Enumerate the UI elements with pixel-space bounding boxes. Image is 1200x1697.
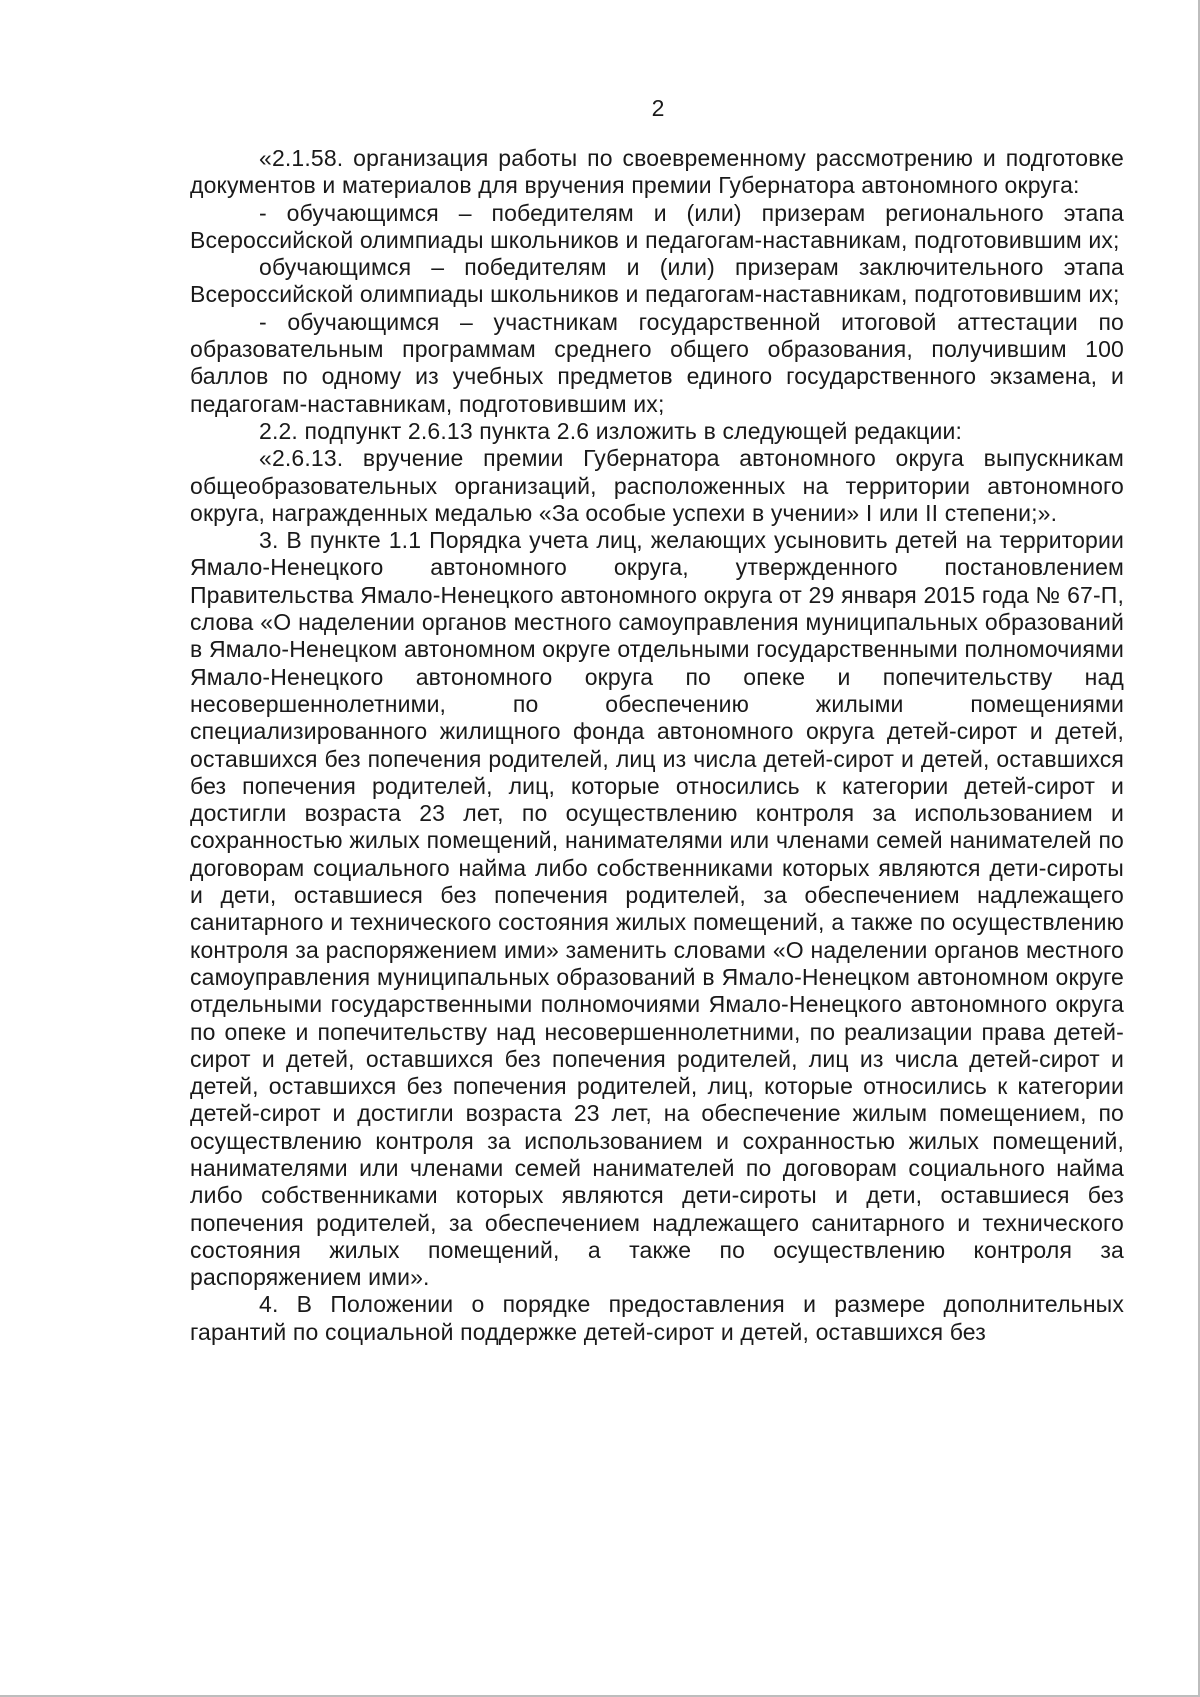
page-number: 2 bbox=[651, 95, 665, 121]
document-body bbox=[190, 145, 1124, 1346]
paragraph-4: 4. В Положении о порядке предоставления и размере дополнительных гарантий по социальной поддержке детей-сирот и детей, оставшихся без bbox=[190, 1291, 1124, 1345]
paragraph-exam-100: - обучающимся – участникам государственной итоговой аттестации по образовательным программам среднего общего образования, получившим 100 баллов по одному из учебных предметов единого государственного экзамена, и педагогам-наставникам, подготовившим их; bbox=[190, 308, 1124, 417]
paragraph-final-stage: обучающимся – победителям и (или) призерам заключительного этапа Всероссийской олимпиады школьников и педагогам-наставникам, подготовившим их; bbox=[190, 254, 1124, 308]
paragraph-regional-stage: - обучающимся – победителям и (или) призерам регионального этапа Всероссийской олимпиады школьников и педагогам-наставникам, подготовившим их; bbox=[190, 199, 1124, 253]
paragraph-2-6-13: «2.6.13. вручение премии Губернатора автономного округа выпускникам общеобразовательных организаций, расположенных на территории автономного округа, награжденных медалью «За особые успехи в учении» I или II степени;». bbox=[190, 445, 1124, 526]
paragraph-2-2: 2.2. подпункт 2.6.13 пункта 2.6 изложить в следующей редакции: bbox=[259, 417, 963, 444]
paragraph-2-1-58: «2.1.58. организация работы по своевременному рассмотрению и подготовке документов и материалов для вручения премии Губернатора автономного округа: bbox=[190, 145, 1124, 199]
paragraph-3: 3. В пункте 1.1 Порядка учета лиц, желающих усыновить детей на территории Ямало-Ненецкого автономного округа, утвержденного постановлением Правительства Ямало-Ненецкого автономного округа от 29 января 2015 года № 67-П, слова «О наделении органов местного самоуправления муниципальных образований в Ямало-Ненецком автономном округе отдельными государственными полномочиями Ямало-Ненецкого автономного округа по опеке и попечительству над несовершеннолетними, по обеспечению жилыми помещениями специализированного жилищного фонда автономного округа детей-сирот и детей, оставшихся без попечения родителей, лиц из числа детей-сирот и детей, оставшихся без попечения родителей, лиц, которые относились к категории детей-сирот и достигли возраста 23 лет, по осуществлению контроля за использованием и сохранностью жилых помещений, нанимателями или членами семей нанимателей по договорам социального найма либо собственниками которых являются дети-сироты и дети, оставшиеся без попечения родителей, за обеспечением надлежащего санитарного и технического состояния жилых помещений, а также по осуществлению контроля за распоряжением ими» заменить словами «О наделении органов местного самоуправления муниципальных образований в Ямало-Ненецком автономном округе отдельными государственными полномочиями Ямало-Ненецкого автономного округа по опеке и попечительству над несовершеннолетними, по реализации права детей-сирот и детей, оставшихся без попечения родителей, лиц из числа детей-сирот и детей, оставшихся без попечения родителей, лиц, которые относились к категории детей-сирот и достигли возраста 23 лет, на обеспечение жилым помещением, по осуществлению контроля за использованием и сохранностью жилых помещений, нанимателями или членами семей нанимателей по договорам социального найма либо собственниками которых являются дети-сироты и дети, оставшиеся без попечения родителей, за обеспечением надлежащего санитарного и технического состояния жилых помещений, а также по осуществлению контроля за распоряжением ими». bbox=[190, 527, 1124, 1291]
